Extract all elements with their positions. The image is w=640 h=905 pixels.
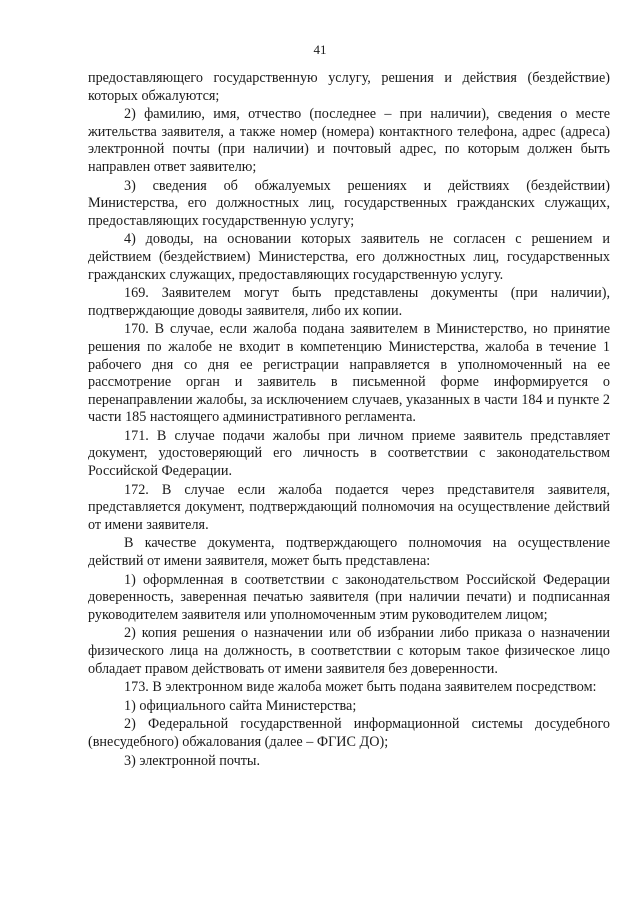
paragraph: 2) копия решения о назначении или об избрании либо приказа о назначении физического лица на должность, в соответствии с которым такое физическое лицо обладает правом действовать от имени заявителя без доверенности. [88,625,610,677]
paragraph: 172. В случае если жалоба подается через представителя заявителя, представляется документ, подтверждающий полномочия на осуществление действий от имени заявителя. [88,481,610,533]
page-number: 41 [313,42,327,57]
paragraph: 1) официального сайта Министерства; [124,697,357,714]
paragraph: 169. Заявителем могут быть представлены документы (при наличии), подтверждающие доводы заявителя, либо их копии. [88,285,610,319]
paragraph: 171. В случае подачи жалобы при личном приеме заявитель представляет документ, удостоверяющий его личность в соответствии с законодательством Российской Федерации. [88,427,610,480]
paragraph: 2) Федеральной государственной информационной системы досудебного (внесудебного) обжалования (далее – ФГИС ДО); [88,716,610,750]
paragraph: 4) доводы, на основании которых заявитель не согласен с решением и действием (бездействием) Министерства, его должностных лиц, государственных гражданских служащих, предоставляющих государственную услугу. [88,231,610,283]
body-text [88,70,610,770]
paragraph: 2) фамилию, имя, отчество (последнее – при наличии), сведения о месте жительства заявителя, а также номер (номера) контактного телефона, адрес (адреса) электронной почты (при наличии) и почтовый адрес, по которым должен быть направлен ответ заявителю; [88,106,610,175]
paragraph: 3) электронной почты. [124,752,260,769]
paragraph: 1) оформленная в соответствии с законодательством Российской Федерации доверенность, заверенная печатью заявителя (при наличии печати) и подписанная руководителем заявителя или уполномоченным этим руководителем лицом; [88,571,610,623]
paragraph: 173. В электронном виде жалоба может быть подана заявителем посредством: [124,679,597,696]
paragraph: В качестве документа, подтверждающего полномочия на осуществление действий от имени заявителя, может быть представлена: [88,535,610,570]
paragraph: 170. В случае, если жалоба подана заявителем в Министерство, но принятие решения по жалобе не входит в компетенцию Министерства, жалоба в течение 1 рабочего дня со дня ее регистрации направляется в уполномоченный на ее рассмотрение орган и заявитель в письменной форме информируется о перенаправлении жалобы, за исключением случаев, указанных в части 184 и пункте 2 части 185 настоящего административного регламента. [88,321,610,426]
paragraph: 3) сведения об обжалуемых решениях и действиях (бездействии) Министерства, его должностных лиц, государственных гражданских служащих, предоставляющих государственную услугу; [88,177,610,229]
paragraph: предоставляющего государственную услугу, решения и действия (бездействие) которых обжалуются; [88,70,610,104]
